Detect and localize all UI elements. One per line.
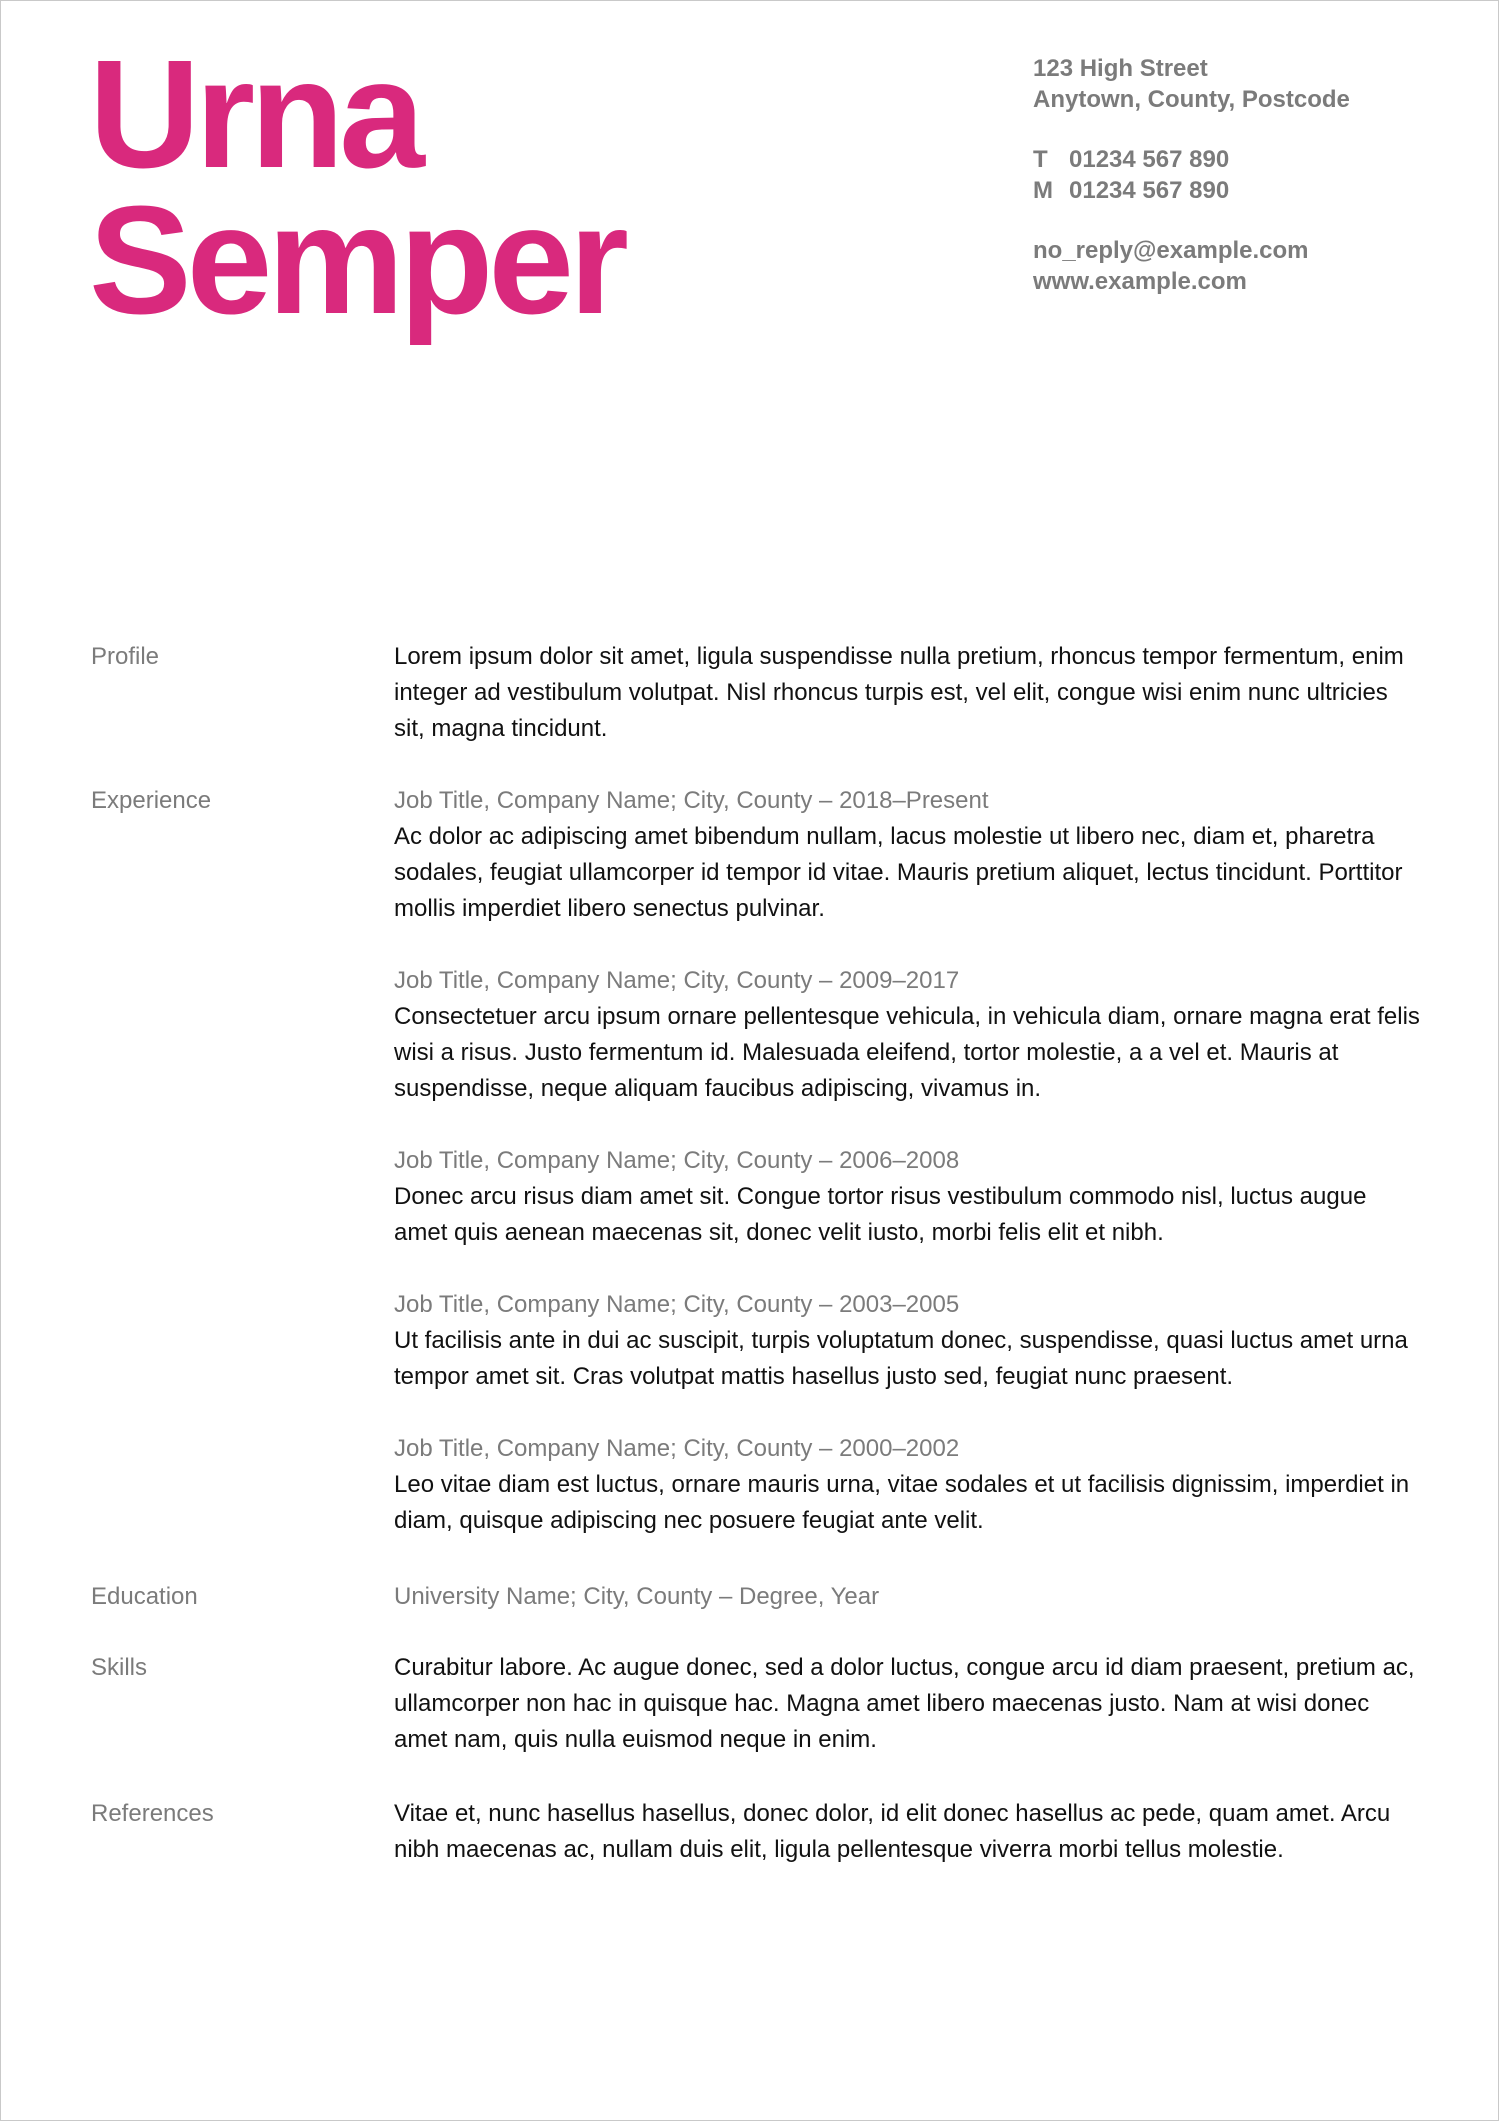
mobile-label: M (1033, 177, 1053, 204)
last-name: Semper (89, 174, 624, 346)
job-title: Job Title, Company Name; City, County – 2000–2002 (394, 1435, 960, 1462)
candidate-name (89, 28, 624, 346)
address-line-1: 123 High Street (1033, 55, 1208, 82)
skills-label: Skills (91, 1654, 148, 1681)
mobile-number: 01234 567 890 (1069, 177, 1230, 204)
job-description: Donec arcu risus diam amet sit. Congue tortor risus vestibulum commodo nisl, luctus augue amet quis aenean maecenas sit, donec velit iusto, morbi felis elit et nibh. (394, 1183, 1367, 1246)
references-label: References (91, 1800, 214, 1827)
phone-line (1033, 144, 1350, 175)
phone-number: 01234 567 890 (1069, 146, 1230, 173)
first-name: Urna (89, 28, 420, 200)
email-address: no_reply@example.com (1033, 237, 1309, 264)
job-description: Ut facilisis ante in dui ac suscipit, turpis voluptatum donec, suspendisse, quasi luctus amet urna tempor amet sit. Cras volutpat mattis hasellus justo sed, feugiat nunc praesent. (394, 1327, 1408, 1390)
contact-block (1033, 53, 1350, 297)
job-entry (394, 783, 1424, 927)
job-title: Job Title, Company Name; City, County – 2018–Present (394, 787, 989, 814)
education-label: Education (91, 1583, 198, 1610)
mobile-line (1033, 175, 1350, 206)
skills-text: Curabitur labore. Ac augue donec, sed a dolor luctus, congue arcu id diam praesent, pretium ac, ullamcorper non hac in quisque hac. Magna amet libero maecenas justo. Nam at wisi donec amet nam, quis nulla euismod neque in enim. (394, 1654, 1415, 1753)
job-entry (394, 963, 1424, 1107)
job-title: Job Title, Company Name; City, County – 2006–2008 (394, 1147, 960, 1174)
education-entry: University Name; City, County – Degree, Year (394, 1583, 880, 1610)
job-description: Ac dolor ac adipiscing amet bibendum nullam, lacus molestie ut libero nec, diam et, pharetra sodales, feugiat ullamcorper id tempor id vitae. Mauris pretium aliquet, lectus tincidunt. Porttitor mollis imperdiet libero senectus pulvinar. (394, 823, 1403, 922)
job-entry (394, 1287, 1424, 1395)
experience-label: Experience (91, 787, 212, 814)
website-url: www.example.com (1033, 268, 1247, 295)
job-description: Consectetuer arcu ipsum ornare pellentesque vehicula, in vehicula diam, ornare magna erat felis wisi a risus. Justo fermentum id. Malesuada eleifend, tortor molestie, a a vel et. Mauris at suspendisse, neque aliquam faucibus adipiscing, vivamus in. (394, 1003, 1420, 1102)
phone-label: T (1033, 146, 1048, 173)
job-entry (394, 1431, 1424, 1539)
job-description: Leo vitae diam est luctus, ornare mauris urna, vitae sodales et ut facilisis dignissim, imperdiet in diam, quisque adipiscing nec posuere feugiat ante velit. (394, 1471, 1410, 1534)
address-line-2: Anytown, County, Postcode (1033, 86, 1350, 113)
job-title: Job Title, Company Name; City, County – 2003–2005 (394, 1291, 960, 1318)
profile-text: Lorem ipsum dolor sit amet, ligula suspendisse nulla pretium, rhoncus tempor fermentum, enim integer ad vestibulum volutpat. Nisl rhoncus turpis est, vel elit, congue wisi enim nunc ultricies sit, magna tincidunt. (394, 643, 1404, 742)
profile-label: Profile (91, 643, 160, 670)
job-title: Job Title, Company Name; City, County – 2009–2017 (394, 967, 960, 994)
job-entry (394, 1143, 1424, 1251)
references-text: Vitae et, nunc hasellus hasellus, donec dolor, id elit donec hasellus ac pede, quam amet. Arcu nibh maecenas ac, nullam duis elit, ligula pellentesque viverra morbi tellus molestie. (394, 1800, 1391, 1863)
